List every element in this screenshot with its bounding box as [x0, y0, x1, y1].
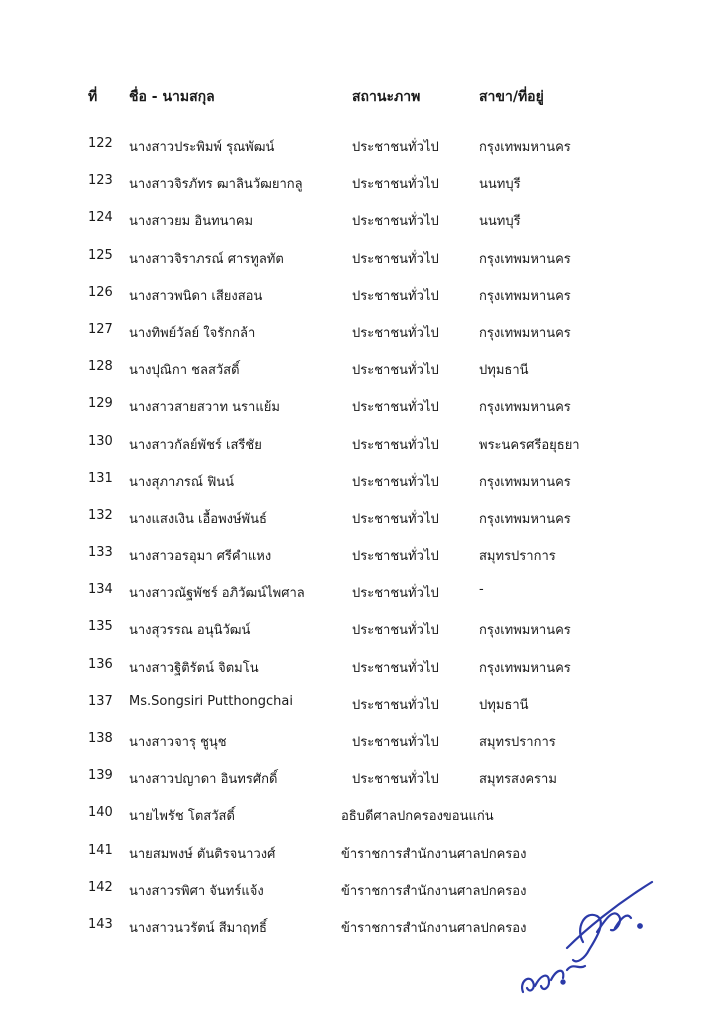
- row-branch: กรุงเทพมหานคร: [479, 660, 571, 676]
- row-status: ประชาชนทั่วไป: [352, 511, 439, 527]
- row-name: นางสาวรพิศา จันทร์แจ้ง: [129, 883, 264, 899]
- row-status: ประชาชนทั่วไป: [352, 251, 439, 267]
- table-row: [0, 467, 725, 504]
- row-name: นายสมพงษ์ ตันติรจนาวงศ์: [129, 846, 276, 862]
- row-status: ประชาชนทั่วไป: [352, 549, 439, 565]
- row-name: นางสาวฐิติรัตน์ จิตมโน: [129, 660, 259, 676]
- row-no: 124: [88, 210, 113, 226]
- row-name: นางสาวอรอุมา ศรีคำแหง: [129, 549, 272, 565]
- table-row: [0, 355, 725, 392]
- row-branch: กรุงเทพมหานคร: [479, 400, 571, 416]
- row-no: 130: [88, 433, 113, 449]
- row-no: 135: [88, 619, 113, 635]
- row-status: ประชาชนทั่วไป: [352, 586, 439, 602]
- row-name: นางสาวจิรภัทร ฒาลินวัฒยากลู: [129, 177, 303, 193]
- row-branch: สมุทรปราการ: [479, 735, 556, 750]
- row-name: นางสาวณัฐพัชร์ อภิวัฒน์ไพศาล: [129, 586, 305, 602]
- row-name: นางสุภาภรณ์ ฟินน์: [129, 474, 235, 490]
- row-name: Ms.Songsiri Putthongchai: [129, 693, 293, 709]
- row-name: นางแสงเงิน เอื้อพงษ์พันธ์: [129, 511, 267, 527]
- table-row: [0, 206, 725, 243]
- row-branch: กรุงเทพมหานคร: [479, 325, 571, 341]
- table-row: [0, 653, 725, 690]
- row-status: ข้าราชการสำนักงานศาลปกครอง: [341, 846, 527, 862]
- header-name: ชื่อ - นามสกุล: [129, 89, 215, 105]
- row-name: นางทิพย์วัลย์ ใจรักกล้า: [129, 325, 256, 341]
- row-name: นางปุณิกา ชลสวัสดิ์: [129, 363, 240, 379]
- row-status: ประชาชนทั่วไป: [352, 400, 439, 416]
- row-branch: กรุงเทพมหานคร: [479, 140, 571, 155]
- row-name: นางสาวกัลย์พัชร์ เสรีชัย: [129, 437, 262, 453]
- row-name: นางสาวจิราภรณ์ ศารทูลทัต: [129, 251, 284, 267]
- table-row: [0, 801, 725, 838]
- row-no: 123: [88, 173, 113, 189]
- table-body: [0, 132, 725, 950]
- header-status: สถานะภาพ: [352, 89, 421, 105]
- row-status: ประชาชนทั่วไป: [352, 177, 439, 193]
- row-branch: นนทบุรี: [479, 214, 521, 230]
- row-branch: กรุงเทพมหานคร: [479, 623, 571, 639]
- table-header: [0, 86, 725, 110]
- row-status: ข้าราชการสำนักงานศาลปกครอง: [341, 883, 527, 899]
- row-name: นางสาวพนิดา เสียงสอน: [129, 288, 263, 304]
- row-branch: ปทุมธานี: [479, 363, 529, 379]
- table-row: [0, 430, 725, 467]
- row-no: 138: [88, 731, 113, 746]
- row-status: ประชาชนทั่วไป: [352, 697, 439, 713]
- table-row: [0, 764, 725, 801]
- row-no: 133: [88, 545, 113, 561]
- row-no: 127: [88, 321, 113, 337]
- handwritten-signature: [515, 870, 665, 1000]
- row-name: นางสาวนวรัตน์ สีมาฤทธิ์: [129, 920, 267, 936]
- row-no: 141: [88, 842, 113, 858]
- row-name: นางสาวจารุ ชูนุช: [129, 735, 227, 750]
- row-no: 137: [88, 693, 113, 709]
- row-branch: สมุทรปราการ: [479, 549, 556, 565]
- table-row: [0, 392, 725, 429]
- row-status: ประชาชนทั่วไป: [352, 140, 439, 155]
- row-no: 136: [88, 656, 113, 672]
- row-name: นางสาวประพิมพ์ รุณพัฒน์: [129, 140, 275, 155]
- row-branch: กรุงเทพมหานคร: [479, 511, 571, 527]
- row-status: ข้าราชการสำนักงานศาลปกครอง: [341, 920, 527, 936]
- row-no: 142: [88, 879, 113, 895]
- table-row: [0, 615, 725, 652]
- row-status: ประชาชนทั่วไป: [352, 288, 439, 304]
- table-row: [0, 281, 725, 318]
- row-status: ประชาชนทั่วไป: [352, 623, 439, 639]
- row-branch: พระนครศรีอยุธยา: [479, 437, 580, 453]
- header-no: ที่: [88, 89, 98, 105]
- row-no: 126: [88, 284, 113, 300]
- row-name: นายไพรัช โตสวัสดิ์: [129, 809, 235, 825]
- table-row: [0, 690, 725, 727]
- row-branch: กรุงเทพมหานคร: [479, 251, 571, 267]
- row-branch: กรุงเทพมหานคร: [479, 474, 571, 490]
- row-status: ประชาชนทั่วไป: [352, 363, 439, 379]
- row-no: 143: [88, 916, 113, 932]
- row-branch: ปทุมธานี: [479, 697, 529, 713]
- row-status: ประชาชนทั่วไป: [352, 474, 439, 490]
- row-no: 129: [88, 396, 113, 412]
- row-no: 128: [88, 359, 113, 375]
- table-row: [0, 244, 725, 281]
- row-name: นางสาวปญาดา อินทรศักดิ์: [129, 772, 278, 788]
- table-row: [0, 132, 725, 169]
- row-status: อธิบดีศาลปกครองขอนแก่น: [341, 809, 494, 825]
- row-no: 132: [88, 507, 113, 523]
- row-no: 140: [88, 805, 113, 821]
- table-row: [0, 727, 725, 764]
- row-name: นางสาวสายสวาท นราแย้ม: [129, 400, 280, 416]
- table-row: [0, 504, 725, 541]
- table-row: [0, 169, 725, 206]
- table-row: [0, 578, 725, 615]
- row-branch: กรุงเทพมหานคร: [479, 288, 571, 304]
- row-status: ประชาชนทั่วไป: [352, 437, 439, 453]
- row-status: ประชาชนทั่วไป: [352, 660, 439, 676]
- row-no: 139: [88, 768, 113, 784]
- row-branch: -: [479, 582, 484, 598]
- row-no: 122: [88, 136, 113, 151]
- table-row: [0, 318, 725, 355]
- row-branch: นนทบุรี: [479, 177, 521, 193]
- row-no: 134: [88, 582, 113, 598]
- row-branch: สมุทรสงคราม: [479, 772, 557, 788]
- row-no: 131: [88, 470, 113, 486]
- row-no: 125: [88, 247, 113, 263]
- row-status: ประชาชนทั่วไป: [352, 772, 439, 788]
- table-row: [0, 541, 725, 578]
- row-status: ประชาชนทั่วไป: [352, 214, 439, 230]
- row-status: ประชาชนทั่วไป: [352, 735, 439, 750]
- row-name: นางสาวยม อินทนาคม: [129, 214, 254, 230]
- header-branch: สาขา/ที่อยู่: [479, 89, 544, 105]
- row-status: ประชาชนทั่วไป: [352, 325, 439, 341]
- row-name: นางสุวรรณ อนุนิวัฒน์: [129, 623, 251, 639]
